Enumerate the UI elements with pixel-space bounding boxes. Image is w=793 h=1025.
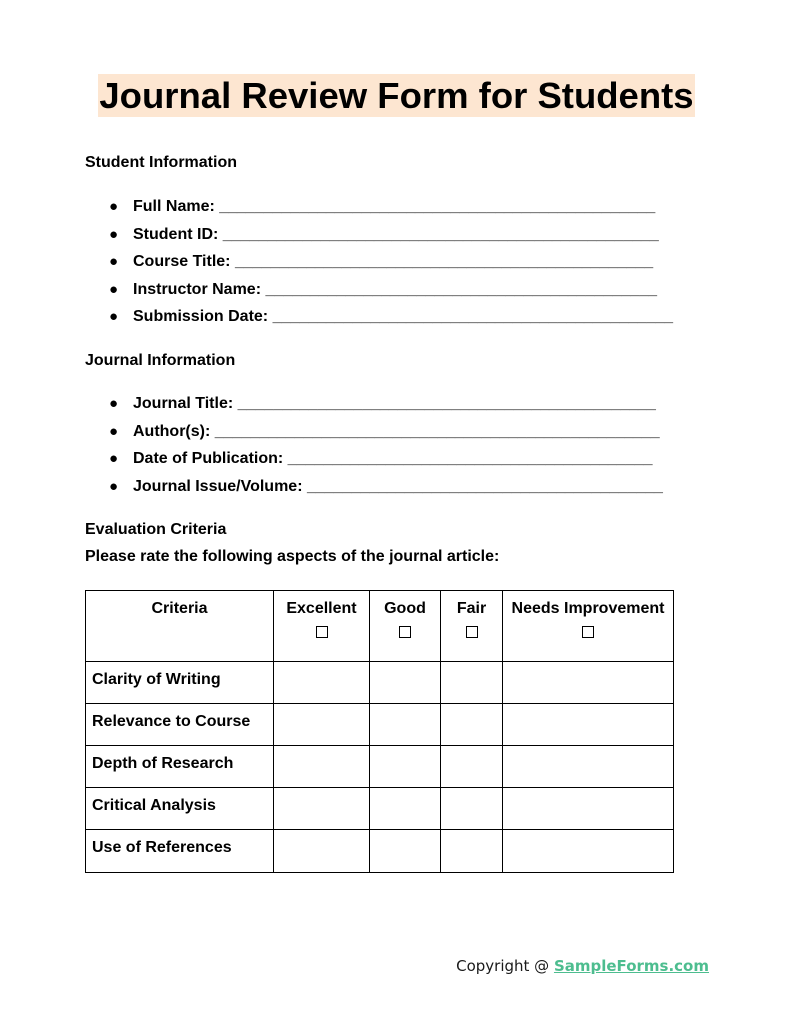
rating-cell[interactable] <box>370 746 441 788</box>
header-excellent-label: Excellent <box>286 600 357 617</box>
journal-info-heading: Journal Information <box>85 352 236 369</box>
bullet-icon: ● <box>109 308 119 325</box>
field-course-title[interactable]: Course Title: _______________________________________________ <box>133 253 654 270</box>
header-needs-improvement <box>503 591 674 662</box>
field-submission-date[interactable]: Submission Date: _____________________________________________ <box>133 308 674 325</box>
header-fair-label: Fair <box>456 600 487 617</box>
evaluation-heading: Evaluation Criteria <box>85 521 227 538</box>
brand-link[interactable]: SampleForms.com <box>553 957 709 975</box>
rating-cell[interactable] <box>441 704 503 746</box>
header-good <box>370 591 441 662</box>
checkbox-fair[interactable] <box>466 626 478 638</box>
rating-cell[interactable] <box>274 704 370 746</box>
field-authors[interactable]: Author(s): __________________________________________________ <box>133 422 660 440</box>
criteria-cell: Depth of Research <box>86 746 274 788</box>
header-good-label: Good <box>384 600 426 617</box>
field-publication-date[interactable]: Date of Publication: _________________________________________ <box>133 450 653 467</box>
header-fair <box>441 591 503 662</box>
header-excellent <box>274 591 370 662</box>
table-header-row <box>86 591 674 662</box>
rating-cell[interactable] <box>370 830 441 873</box>
bullet-icon: ● <box>109 225 119 243</box>
rating-cell[interactable] <box>274 788 370 830</box>
copyright-footer <box>456 956 709 976</box>
header-criteria <box>86 591 274 662</box>
rating-cell[interactable] <box>503 704 674 746</box>
rating-cell[interactable] <box>370 788 441 830</box>
table-row <box>86 830 674 873</box>
rating-cell[interactable] <box>370 704 441 746</box>
rating-cell[interactable] <box>503 746 674 788</box>
rating-cell[interactable] <box>441 830 503 873</box>
table-row <box>86 704 674 746</box>
bullet-icon: ● <box>109 477 119 495</box>
rating-cell[interactable] <box>503 662 674 704</box>
bullet-icon: ● <box>109 395 119 412</box>
rating-cell[interactable] <box>441 746 503 788</box>
evaluation-instruction: Please rate the following aspects of the journal article: <box>85 548 500 565</box>
page-title: Journal Review Form for Students <box>99 75 694 116</box>
table-row <box>86 788 674 830</box>
field-instructor-name[interactable]: Instructor Name: ____________________________________________ <box>133 280 657 298</box>
bullet-icon: ● <box>109 280 119 298</box>
table-row <box>86 746 674 788</box>
rating-cell[interactable] <box>274 830 370 873</box>
title-wrap <box>0 74 793 117</box>
rating-cell[interactable] <box>370 662 441 704</box>
field-student-id[interactable]: Student ID: _________________________________________________ <box>133 225 659 243</box>
checkbox-needs-improvement[interactable] <box>582 626 594 638</box>
criteria-cell: Use of References <box>86 830 274 873</box>
header-needs-improvement-label: Needs Improvement <box>511 600 665 617</box>
bullet-icon: ● <box>109 253 119 270</box>
checkbox-excellent[interactable] <box>316 626 328 638</box>
criteria-cell: Clarity of Writing <box>86 662 274 704</box>
criteria-cell: Critical Analysis <box>86 788 274 830</box>
header-criteria-label: Criteria <box>151 600 208 617</box>
field-journal-title[interactable]: Journal Title: _______________________________________________ <box>133 395 656 412</box>
rating-cell[interactable] <box>503 830 674 873</box>
criteria-cell: Relevance to Course <box>86 704 274 746</box>
field-full-name[interactable]: Full Name: _________________________________________________ <box>133 198 656 215</box>
rating-cell[interactable] <box>441 662 503 704</box>
student-info-heading: Student Information <box>85 154 237 171</box>
bullet-icon: ● <box>109 450 119 467</box>
rating-cell[interactable] <box>274 746 370 788</box>
checkbox-good[interactable] <box>399 626 411 638</box>
table-row <box>86 662 674 704</box>
evaluation-table <box>85 590 674 873</box>
rating-cell[interactable] <box>503 788 674 830</box>
bullet-icon: ● <box>109 198 119 215</box>
field-journal-issue[interactable]: Journal Issue/Volume: ________________________________________ <box>133 477 663 495</box>
copyright-text: Copyright @ <box>456 957 554 975</box>
rating-cell[interactable] <box>441 788 503 830</box>
bullet-icon: ● <box>109 422 119 440</box>
rating-cell[interactable] <box>274 662 370 704</box>
